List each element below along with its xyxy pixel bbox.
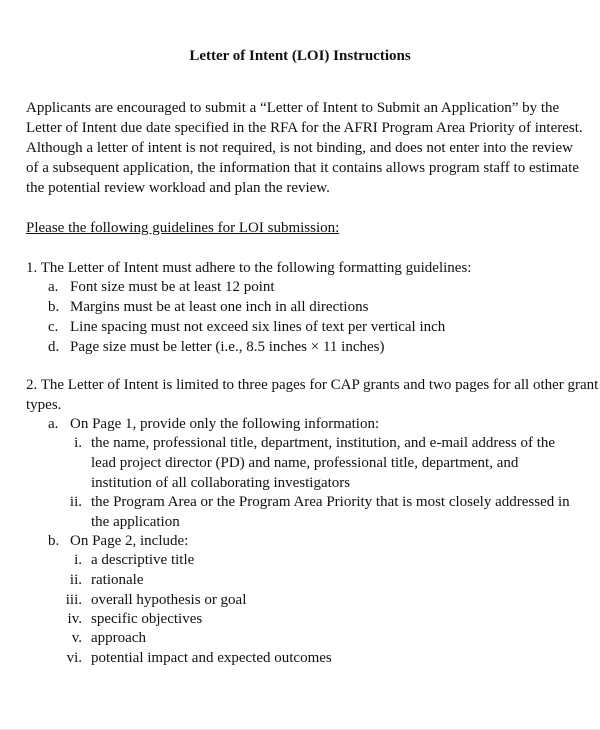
list-marker: b. — [48, 533, 60, 549]
list-item-text: a descriptive title — [91, 552, 195, 568]
list-item-text: the Program Area or the Program Area Priority that is most closely addressed in the application — [91, 494, 570, 530]
list-marker: v. — [71, 630, 82, 646]
list-marker: ii. — [69, 572, 82, 588]
list-marker: a. — [48, 279, 59, 295]
list-marker: i. — [74, 552, 82, 568]
list-item-text: Page size must be letter (i.e., 8.5 inches × 11 inches) — [70, 339, 385, 355]
list-marker: c. — [48, 319, 59, 335]
list-item-text: approach — [91, 630, 146, 646]
document-title: Letter of Intent (LOI) Instructions — [189, 48, 411, 64]
section1-heading: 1. The Letter of Intent must adhere to the following formatting guidelines: — [26, 260, 472, 276]
list-marker: iii. — [65, 592, 82, 608]
list-item-text: Line spacing must not exceed six lines of text per vertical inch — [70, 319, 446, 335]
list-marker: ii. — [69, 494, 82, 510]
list-item-text: Font size must be at least 12 point — [70, 279, 275, 295]
intro-paragraph: Applicants are encouraged to submit a “Letter of Intent to Submit an Application” by the Letter of Intent due date specified in the RFA for the AFRI Program Area Priority of interest. Although a letter of intent is not required, is not binding, and does not enter into the review of a subsequent application, the information that it contains allows program staff to estimate the potential review workload and plan the review. — [26, 100, 583, 196]
list-item-text: On Page 2, include: — [70, 533, 189, 549]
section2-heading: 2. The Letter of Intent is limited to three pages for CAP grants and two pages for all other grant — [26, 377, 599, 393]
list-item-text: rationale — [91, 572, 144, 588]
list-marker: vi. — [66, 650, 82, 666]
guidelines-heading: Please the following guidelines for LOI submission: — [26, 220, 340, 236]
list-item-text: Margins must be at least one inch in all directions — [70, 299, 369, 315]
section2-heading-continued: types. — [26, 397, 62, 413]
list-item-text: overall hypothesis or goal — [91, 592, 247, 608]
list-item-text: potential impact and expected outcomes — [91, 650, 332, 666]
list-item-text: the name, professional title, department, institution, and e-mail address of the lead project director (PD) and name, professional title, department, and institution of all collaborating investigators — [91, 435, 556, 491]
list-marker: i. — [74, 435, 82, 451]
list-marker: b. — [48, 299, 60, 315]
list-marker: a. — [48, 416, 59, 432]
list-item-text: On Page 1, provide only the following information: — [70, 416, 380, 432]
list-item-text: specific objectives — [91, 611, 203, 627]
list-marker: d. — [48, 339, 60, 355]
list-marker: iv. — [67, 611, 82, 627]
